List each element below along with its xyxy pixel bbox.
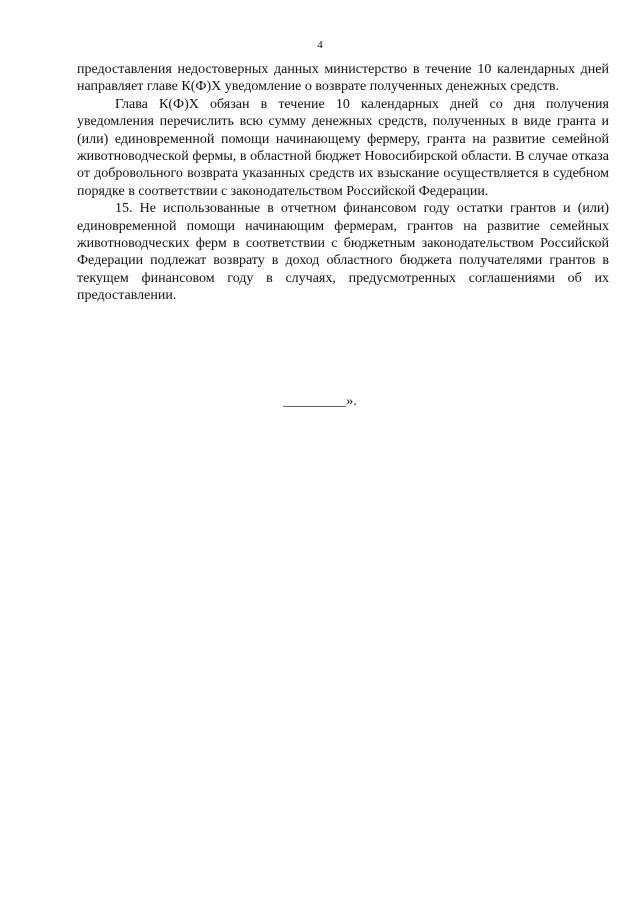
document-body — [77, 61, 609, 305]
paragraph-continuation: предоставления недостоверных данных министерство в течение 10 календарных дней направляет главе К(Ф)Х уведомление о возврате полученных денежных средств. — [77, 62, 609, 95]
paragraph-item-15: 15. Не использованные в отчетном финансовом году остатки грантов и (или) единовременной помощи начинающим фермерам, грантов на развитие семейных животноводческих ферм в соответствии с бюджетным законодательством Российской Федерации подлежат возврату в доход областного бюджета получателями грантов в текущем финансовом году в случаях, предусмотренных соглашениями об их предоставлении. — [77, 201, 609, 304]
page-number: 4 — [317, 39, 323, 51]
closing-mark: _________». — [283, 394, 357, 409]
paragraph-refund-obligation: Глава К(Ф)Х обязан в течение 10 календарных дней со дня получения уведомления перечислить всю сумму денежных средств, полученных в виде гранта и (или) единовременной помощи начинающему фермеру, гранта на развитие семейной животноводческой фермы, в областной бюджет Новосибирской области. В случае отказа от добровольного возврата указанных средств их взыскание осуществляется в судебном порядке в соответствии с законодательством Российской Федерации. — [77, 96, 609, 199]
